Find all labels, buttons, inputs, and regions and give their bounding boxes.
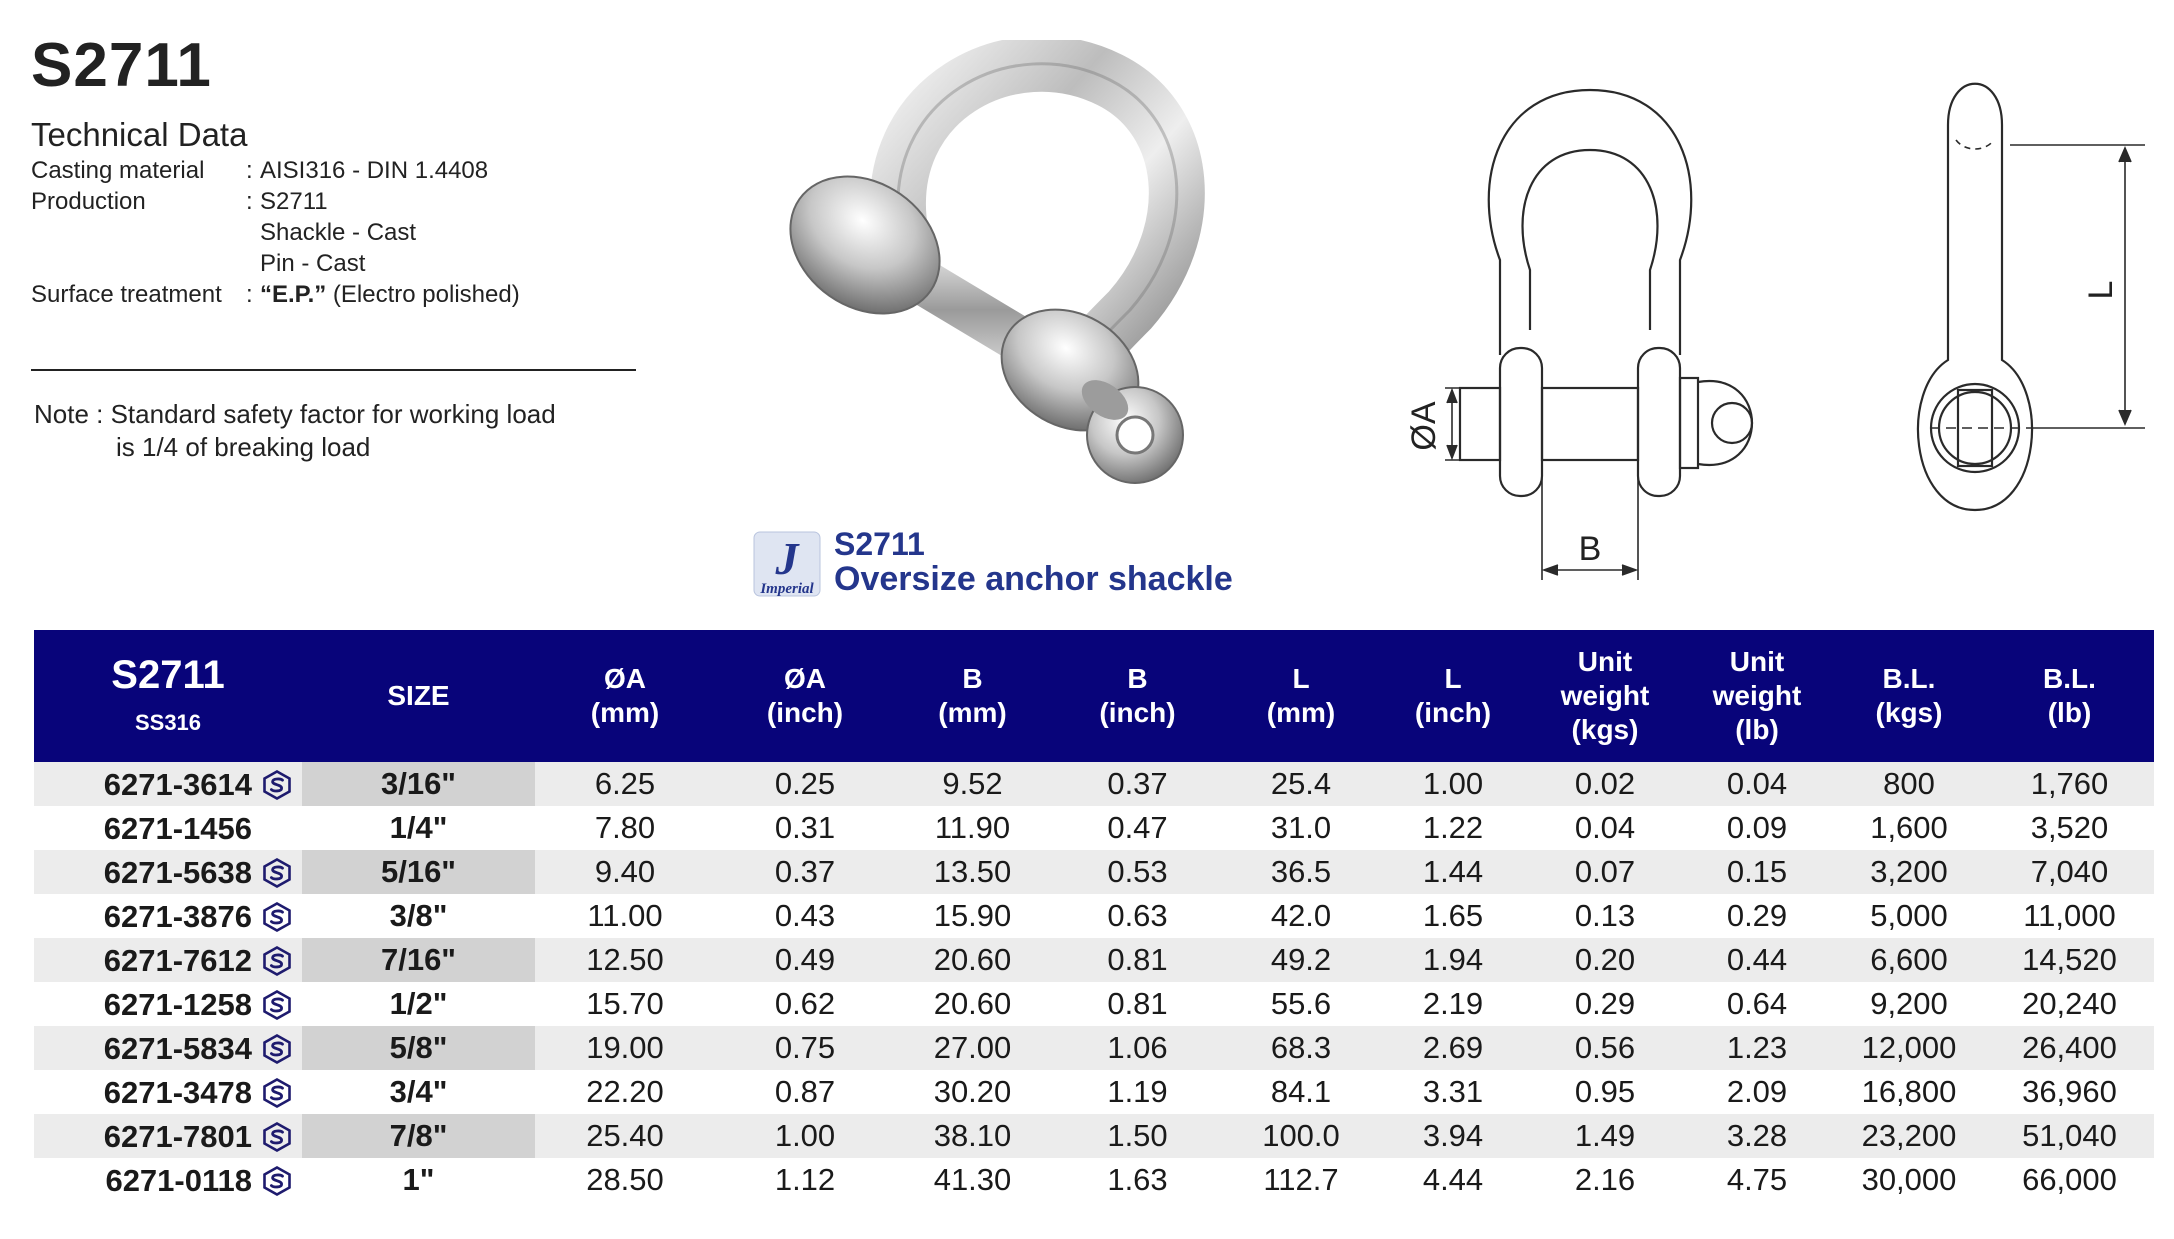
- spec-value: Pin - Cast: [260, 250, 366, 277]
- value-cell: 12,000: [1833, 1026, 1985, 1070]
- value-cell: 3.28: [1681, 1114, 1833, 1158]
- size-cell: 1/4": [302, 806, 535, 850]
- table-row: [34, 938, 2154, 982]
- value-cell: 0.13: [1529, 894, 1681, 938]
- caption-product-name: Oversize anchor shackle: [834, 560, 1233, 598]
- value-cell: 0.29: [1529, 982, 1681, 1026]
- size-cell: 7/16": [302, 938, 535, 982]
- part-number-cell: [34, 938, 302, 982]
- value-cell: 25.40: [535, 1114, 715, 1158]
- value-cell: 3.31: [1377, 1070, 1529, 1114]
- value-cell: 0.15: [1681, 850, 1833, 894]
- value-cell: 7.80: [535, 806, 715, 850]
- part-number: 6271-1456: [103, 810, 252, 846]
- value-cell: 38.10: [895, 1114, 1050, 1158]
- value-cell: 30,000: [1833, 1158, 1985, 1202]
- value-cell: 41.30: [895, 1158, 1050, 1202]
- column-header-line: (inch): [1414, 697, 1492, 728]
- part-number-cell: [34, 806, 302, 850]
- spec-row: [31, 155, 520, 186]
- part-number: 6271-3876: [103, 898, 252, 934]
- value-cell: 31.0: [1225, 806, 1377, 850]
- value-cell: 100.0: [1225, 1114, 1377, 1158]
- table-row: [34, 1070, 2154, 1114]
- table-row: [34, 762, 2154, 806]
- value-cell: 28.50: [535, 1158, 715, 1202]
- value-cell: 1.50: [1050, 1114, 1225, 1158]
- part-number: 6271-7612: [103, 942, 252, 978]
- shackle-product-photo: [750, 40, 1260, 520]
- value-cell: 15.70: [535, 982, 715, 1026]
- part-number: 6271-5834: [103, 1030, 252, 1066]
- value-cell: 11.90: [895, 806, 1050, 850]
- value-cell: 0.04: [1529, 806, 1681, 850]
- dim-a-label: ØA: [1405, 401, 1443, 451]
- size-cell: 3/16": [302, 762, 535, 806]
- value-cell: 0.07: [1529, 850, 1681, 894]
- part-number-cell: [34, 982, 302, 1026]
- value-cell: 20.60: [895, 938, 1050, 982]
- stainless-steel-s-icon: [262, 858, 292, 888]
- spec-colon: [246, 217, 260, 248]
- value-cell: 55.6: [1225, 982, 1377, 1026]
- value-cell: 0.81: [1050, 982, 1225, 1026]
- technical-specs: [31, 155, 520, 310]
- imperial-logo: [752, 530, 822, 598]
- value-cell: 84.1: [1225, 1070, 1377, 1114]
- value-cell: 2.19: [1377, 982, 1529, 1026]
- value-cell: 51,040: [1985, 1114, 2154, 1158]
- value-cell: 3.94: [1377, 1114, 1529, 1158]
- part-number: 6271-3614: [103, 766, 252, 802]
- part-number-cell: [34, 894, 302, 938]
- spec-colon: :: [246, 157, 253, 184]
- column-header-line: weight: [1712, 680, 1802, 711]
- value-cell: 1.23: [1681, 1026, 1833, 1070]
- value-cell: 1.06: [1050, 1026, 1225, 1070]
- value-cell: 0.09: [1681, 806, 1833, 850]
- column-header-line: B: [962, 663, 983, 694]
- value-cell: 0.44: [1681, 938, 1833, 982]
- value-cell: 49.2: [1225, 938, 1377, 982]
- caption-product-code: S2711: [834, 526, 925, 562]
- column-header: [715, 630, 895, 762]
- part-number-cell: [34, 1070, 302, 1114]
- value-cell: 1.00: [1377, 762, 1529, 806]
- stainless-steel-s-icon: [262, 902, 292, 932]
- dim-b-label: B: [1578, 530, 1602, 568]
- table-row: [34, 1026, 2154, 1070]
- safety-note: [34, 398, 556, 464]
- shackle-technical-drawing: [1390, 60, 2150, 600]
- value-cell: 2.16: [1529, 1158, 1681, 1202]
- column-header: [1833, 630, 1985, 762]
- value-cell: 0.02: [1529, 762, 1681, 806]
- value-cell: 1,760: [1985, 762, 2154, 806]
- column-header-line: (lb): [1735, 714, 1779, 745]
- column-header-line: (mm): [938, 697, 1007, 728]
- shackle-spec-table: [34, 630, 2154, 1202]
- value-cell: 6,600: [1833, 938, 1985, 982]
- part-number: 6271-5638: [103, 854, 252, 890]
- stainless-steel-s-icon: [262, 1034, 292, 1064]
- column-header-line: L: [1444, 663, 1462, 694]
- spec-label: [31, 217, 246, 248]
- value-cell: 4.75: [1681, 1158, 1833, 1202]
- value-cell: 19.00: [535, 1026, 715, 1070]
- value-cell: 0.62: [715, 982, 895, 1026]
- spec-value: Shackle - Cast: [260, 219, 417, 246]
- part-number-cell: [34, 1158, 302, 1202]
- value-cell: 0.53: [1050, 850, 1225, 894]
- value-cell: 1.65: [1377, 894, 1529, 938]
- table-row: [34, 982, 2154, 1026]
- value-cell: 1.19: [1050, 1070, 1225, 1114]
- value-cell: 5,000: [1833, 894, 1985, 938]
- value-cell: 1.94: [1377, 938, 1529, 982]
- value-cell: 9.40: [535, 850, 715, 894]
- part-number: 6271-7801: [103, 1118, 252, 1154]
- column-header-line: ØA: [784, 663, 826, 694]
- size-cell: 3/4": [302, 1070, 535, 1114]
- value-cell: 25.4: [1225, 762, 1377, 806]
- header-material: SS316: [134, 710, 202, 735]
- column-header-line: SIZE: [387, 680, 450, 711]
- brand-name: Imperial: [760, 581, 814, 597]
- value-cell: 22.20: [535, 1070, 715, 1114]
- spec-row: [31, 279, 520, 310]
- note-line-1: Standard safety factor for working load: [110, 399, 556, 429]
- column-header: [1529, 630, 1681, 762]
- value-cell: 4.44: [1377, 1158, 1529, 1202]
- value-cell: 0.75: [715, 1026, 895, 1070]
- value-cell: 2.69: [1377, 1026, 1529, 1070]
- note-line-2: is 1/4 of breaking load: [116, 432, 371, 462]
- value-cell: 0.31: [715, 806, 895, 850]
- spec-value: “E.P.” (Electro polished): [260, 281, 520, 308]
- value-cell: 1.44: [1377, 850, 1529, 894]
- size-cell: 1/2": [302, 982, 535, 1026]
- value-cell: 9.52: [895, 762, 1050, 806]
- column-header-line: (kgs): [1571, 714, 1639, 745]
- part-number: 6271-1258: [103, 986, 252, 1022]
- stainless-steel-s-icon: [262, 946, 292, 976]
- column-header-line: ØA: [604, 663, 646, 694]
- value-cell: 0.47: [1050, 806, 1225, 850]
- note-prefix: Note :: [34, 399, 111, 429]
- spec-colon: :: [246, 281, 253, 308]
- column-header: [1985, 630, 2154, 762]
- value-cell: 20,240: [1985, 982, 2154, 1026]
- value-cell: 1.00: [715, 1114, 895, 1158]
- spec-value: AISI316 - DIN 1.4408: [260, 157, 489, 184]
- part-number: 6271-0118: [105, 1162, 252, 1198]
- dim-l-label: L: [2082, 280, 2120, 300]
- column-header-line: (inch): [1099, 697, 1176, 728]
- stainless-steel-s-icon: [262, 1122, 292, 1152]
- column-header: [1681, 630, 1833, 762]
- value-cell: 3,200: [1833, 850, 1985, 894]
- value-cell: 0.43: [715, 894, 895, 938]
- product-code-title: S2711: [31, 31, 212, 100]
- divider-line: [31, 369, 636, 371]
- value-cell: 0.37: [1050, 762, 1225, 806]
- part-number-cell: [34, 762, 302, 806]
- table-row: [34, 850, 2154, 894]
- value-cell: 9,200: [1833, 982, 1985, 1026]
- column-header-line: weight: [1560, 680, 1650, 711]
- spec-value: S2711: [260, 188, 328, 215]
- value-cell: 15.90: [895, 894, 1050, 938]
- value-cell: 42.0: [1225, 894, 1377, 938]
- value-cell: 68.3: [1225, 1026, 1377, 1070]
- value-cell: 0.95: [1529, 1070, 1681, 1114]
- stainless-steel-s-icon: [262, 770, 292, 800]
- column-header-line: B: [1127, 663, 1148, 694]
- spec-colon: [246, 248, 260, 279]
- value-cell: 12.50: [535, 938, 715, 982]
- value-cell: 0.20: [1529, 938, 1681, 982]
- value-cell: 66,000: [1985, 1158, 2154, 1202]
- spec-row: [31, 217, 520, 248]
- table-row: [34, 1114, 2154, 1158]
- value-cell: 112.7: [1225, 1158, 1377, 1202]
- value-cell: 1.63: [1050, 1158, 1225, 1202]
- value-cell: 13.50: [895, 850, 1050, 894]
- spec-label: Production: [31, 188, 146, 215]
- value-cell: 36,960: [1985, 1070, 2154, 1114]
- technical-data-heading: Technical Data: [31, 116, 248, 153]
- part-number: 6271-3478: [103, 1074, 252, 1110]
- value-cell: 800: [1833, 762, 1985, 806]
- header-model: [34, 630, 302, 762]
- value-cell: 30.20: [895, 1070, 1050, 1114]
- value-cell: 3,520: [1985, 806, 2154, 850]
- column-header: [1050, 630, 1225, 762]
- stainless-steel-s-icon: [262, 1078, 292, 1108]
- value-cell: 16,800: [1833, 1070, 1985, 1114]
- column-header-line: (kgs): [1875, 697, 1943, 728]
- header-model-code: S2711: [111, 653, 225, 697]
- value-cell: 0.81: [1050, 938, 1225, 982]
- part-number-cell: [34, 850, 302, 894]
- value-cell: 0.25: [715, 762, 895, 806]
- value-cell: 14,520: [1985, 938, 2154, 982]
- column-header-line: B.L.: [1882, 663, 1936, 694]
- value-cell: 23,200: [1833, 1114, 1985, 1158]
- value-cell: 1,600: [1833, 806, 1985, 850]
- spec-label: Surface treatment: [31, 281, 222, 308]
- svg-text:J: J: [775, 533, 799, 584]
- column-header-line: L: [1292, 663, 1310, 694]
- size-cell: 5/8": [302, 1026, 535, 1070]
- column-header-line: (mm): [1266, 697, 1336, 728]
- table-row: [34, 1158, 2154, 1202]
- column-header: [1377, 630, 1529, 762]
- column-header: [302, 630, 535, 762]
- value-cell: 0.56: [1529, 1026, 1681, 1070]
- spec-colon: :: [246, 188, 253, 215]
- value-cell: 1.49: [1529, 1114, 1681, 1158]
- part-number-cell: [34, 1026, 302, 1070]
- size-cell: 5/16": [302, 850, 535, 894]
- value-cell: 11.00: [535, 894, 715, 938]
- column-header-line: Unit: [1729, 646, 1785, 677]
- part-number-cell: [34, 1114, 302, 1158]
- column-header: [1225, 630, 1377, 762]
- size-cell: 1": [302, 1158, 535, 1202]
- value-cell: 26,400: [1985, 1026, 2154, 1070]
- value-cell: 11,000: [1985, 894, 2154, 938]
- value-cell: 0.63: [1050, 894, 1225, 938]
- table-header-row: [34, 630, 2154, 762]
- value-cell: 2.09: [1681, 1070, 1833, 1114]
- stainless-steel-s-icon: [262, 990, 292, 1020]
- spec-value-emphasis: “E.P.”: [260, 281, 327, 308]
- spec-row: [31, 248, 520, 279]
- spec-label: [31, 248, 246, 279]
- value-cell: 0.04: [1681, 762, 1833, 806]
- value-cell: 0.49: [715, 938, 895, 982]
- value-cell: 36.5: [1225, 850, 1377, 894]
- column-header-line: Unit: [1577, 646, 1633, 677]
- column-header: [535, 630, 715, 762]
- value-cell: 6.25: [535, 762, 715, 806]
- column-header-line: B.L.: [2043, 663, 2096, 694]
- column-header-line: (inch): [766, 697, 844, 728]
- value-cell: 0.64: [1681, 982, 1833, 1026]
- column-header-line: (mm): [590, 697, 660, 728]
- size-cell: 3/8": [302, 894, 535, 938]
- value-cell: 0.87: [715, 1070, 895, 1114]
- value-cell: 0.29: [1681, 894, 1833, 938]
- spec-label: Casting material: [31, 157, 205, 184]
- value-cell: 1.12: [715, 1158, 895, 1202]
- table-row: [34, 806, 2154, 850]
- spec-row: [31, 186, 520, 217]
- value-cell: 20.60: [895, 982, 1050, 1026]
- stainless-steel-s-icon: [262, 1166, 292, 1196]
- table-row: [34, 894, 2154, 938]
- value-cell: 27.00: [895, 1026, 1050, 1070]
- size-cell: 7/8": [302, 1114, 535, 1158]
- value-cell: 1.22: [1377, 806, 1529, 850]
- column-header: [895, 630, 1050, 762]
- value-cell: 7,040: [1985, 850, 2154, 894]
- value-cell: 0.37: [715, 850, 895, 894]
- column-header-line: (lb): [2047, 697, 2092, 728]
